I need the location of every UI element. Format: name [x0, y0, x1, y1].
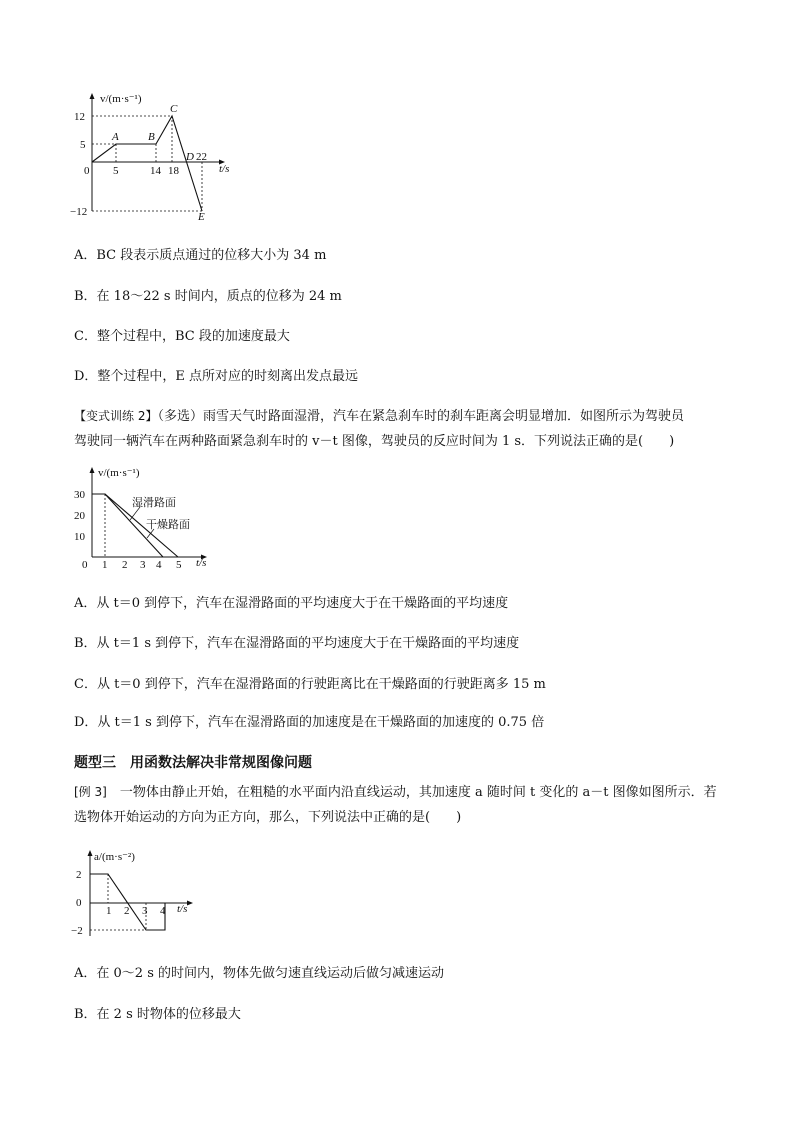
option-a: A．从 t＝0 到停下，汽车在湿滑路面的平均速度大于在干燥路面的平均速度: [74, 596, 509, 611]
x-tick: 5: [176, 559, 182, 571]
point-label-c: C: [170, 103, 178, 115]
x-tick: 14: [150, 165, 161, 177]
x-axis-label: t/s: [196, 557, 207, 569]
origin-label: 0: [76, 897, 82, 909]
example-tag: [例 3]: [74, 785, 107, 799]
option-c: C．从 t＝0 到停下，汽车在湿滑路面的行驶距离比在干燥路面的行驶距离多 15 m: [74, 677, 546, 692]
x-tick: 2: [124, 905, 130, 917]
point-label-b: B: [148, 131, 155, 143]
x-tick: 2: [122, 559, 128, 571]
y-tick: 12: [74, 111, 85, 123]
option-b: B．从 t＝1 s 到停下，汽车在湿滑路面的平均速度大于在干燥路面的平均速度: [74, 636, 520, 651]
origin-label: 0: [84, 165, 90, 177]
x-tick: 3: [142, 905, 148, 917]
y-tick: −2: [71, 925, 83, 937]
acceleration-curve: [90, 874, 165, 930]
d-time-label: 22: [196, 151, 207, 163]
x-axis-label: t/s: [177, 903, 188, 915]
y-tick: −12: [70, 206, 88, 218]
variant-tag: 【变式训练 2】: [74, 409, 158, 423]
point-label-e: E: [198, 211, 205, 223]
x-tick: 3: [140, 559, 146, 571]
y-axis-label: v/(m·s⁻¹): [98, 467, 140, 479]
origin-label: 0: [82, 559, 88, 571]
x-tick: 18: [168, 165, 179, 177]
x-tick: 4: [156, 559, 162, 571]
y-tick: 10: [74, 531, 85, 543]
wet-road-label: 湿滑路面: [132, 496, 176, 509]
section-heading: 题型三 用函数法解决非常规图像问题: [74, 755, 312, 771]
y-tick: 30: [74, 489, 85, 501]
option-d: D．整个过程中，E 点所对应的时刻离出发点最远: [74, 369, 359, 384]
velocity-curve: [92, 116, 202, 211]
option-d: D．从 t＝1 s 到停下，汽车在湿滑路面的加速度是在干燥路面的加速度的 0.75 倍: [74, 715, 545, 730]
option-c: C．整个过程中，BC 段的加速度最大: [74, 329, 290, 344]
example-3-question: [例 3] 一物体由静止开始，在粗糙的水平面内沿直线运动，其加速度 a 随时间 t 变化的 a－t 图像如图所示．若 选物体开始运动的方向为正方向，那么，下列说法中正确的是( ): [74, 785, 717, 825]
x-tick: 1: [106, 905, 112, 917]
point-label-a: A: [112, 131, 119, 143]
y-tick: 20: [74, 510, 85, 522]
dry-road-label: 干燥路面: [146, 518, 190, 531]
acceleration-time-graph: [72, 846, 202, 940]
velocity-time-graph-1: [72, 90, 232, 222]
x-tick: 4: [160, 905, 166, 917]
point-label-d: D: [186, 151, 194, 163]
option-a: A．在 0～2 s 的时间内，物体先做匀速直线运动后做匀减速运动: [74, 966, 444, 981]
option-a: A．BC 段表示质点通过的位移大小为 34 m: [74, 248, 327, 263]
x-axis-label: t/s: [219, 163, 230, 175]
y-axis-label: a/(m·s⁻²): [94, 851, 135, 863]
option-b: B．在 2 s 时物体的位移最大: [74, 1007, 241, 1022]
y-tick: 5: [80, 139, 86, 151]
braking-vt-graph: [72, 462, 212, 574]
y-tick: 2: [76, 869, 82, 881]
variant-question: 【变式训练 2】（多选）雨雪天气时路面湿滑，汽车在紧急刹车时的刹车距离会明显增加．如图所示为驾驶员 驾驶同一辆汽车在两种路面紧急刹车时的 v－t 图像，驾驶员的反应时间为 1 s．下列说法正确的是( ): [74, 409, 684, 449]
x-tick: 5: [113, 165, 119, 177]
option-b: B．在 18～22 s 时间内，质点的位移为 24 m: [74, 289, 342, 304]
x-tick: 1: [102, 559, 108, 571]
y-axis-label: v/(m·s⁻¹): [100, 93, 142, 105]
